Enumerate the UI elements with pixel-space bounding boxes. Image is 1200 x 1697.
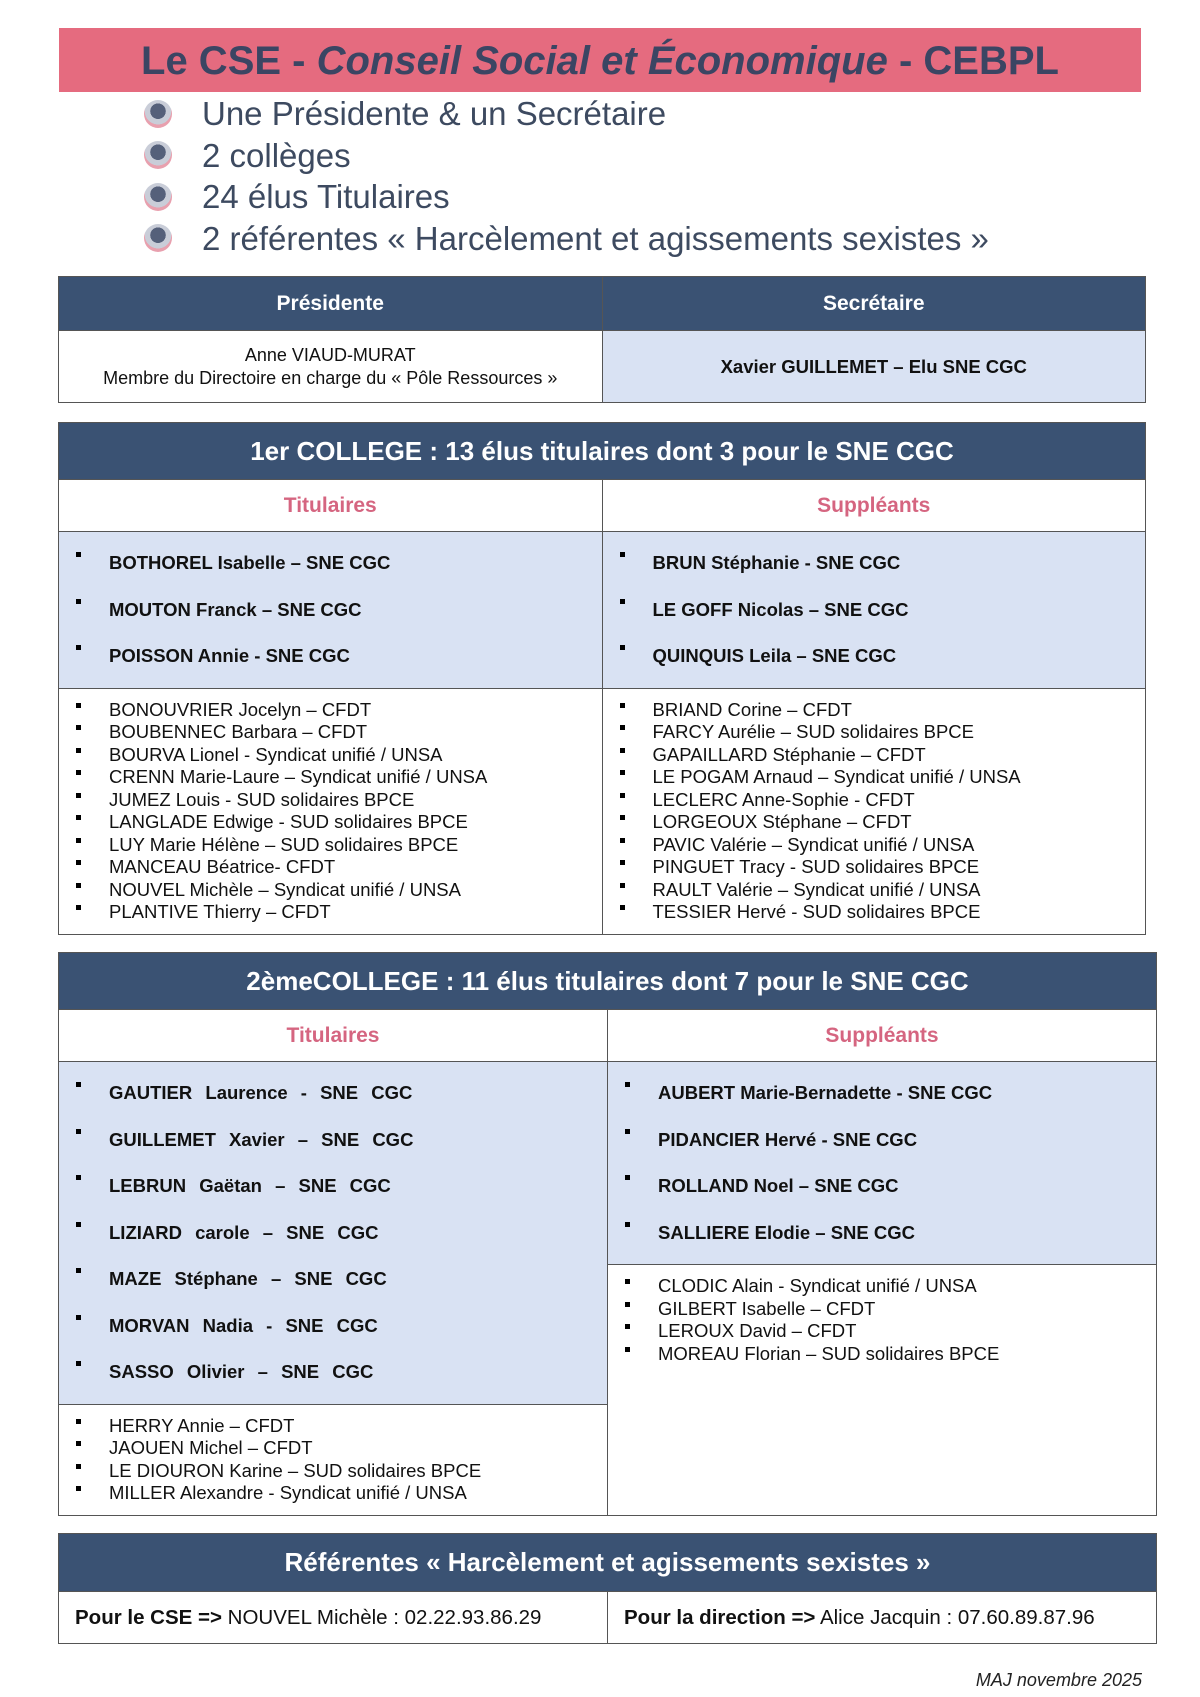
member-item: LORGEOUX Stéphane – CFDT bbox=[653, 811, 1146, 834]
member-item: PINGUET Tracy - SUD solidaires BPCE bbox=[653, 856, 1146, 879]
member-list bbox=[608, 1062, 1156, 1264]
summary-item bbox=[144, 176, 989, 218]
suppleants-header: Suppléants bbox=[602, 480, 1146, 532]
member-item: SASSO Olivier – SNE CGC bbox=[109, 1349, 607, 1396]
college1-table bbox=[58, 422, 1146, 935]
referente-cse bbox=[59, 1592, 608, 1644]
summary-text: 24 élus Titulaires bbox=[202, 178, 450, 216]
member-item: ROLLAND Noel – SNE CGC bbox=[658, 1163, 1156, 1210]
member-item: JUMEZ Louis - SUD solidaires BPCE bbox=[109, 789, 602, 812]
member-list bbox=[603, 689, 1146, 934]
referente-dir-value: Alice Jacquin : 07.60.89.87.96 bbox=[815, 1605, 1095, 1629]
suppleants-autres bbox=[602, 688, 1146, 934]
member-item: GAPAILLARD Stéphanie – CFDT bbox=[653, 744, 1146, 767]
member-item: MAZE Stéphane – SNE CGC bbox=[109, 1256, 607, 1303]
college2-title: 2èmeCOLLEGE : 11 élus titulaires dont 7 pour le SNE CGC bbox=[59, 953, 1157, 1010]
referente-direction bbox=[608, 1592, 1157, 1644]
college2-table bbox=[58, 952, 1157, 1516]
member-item: BONOUVRIER Jocelyn – CFDT bbox=[109, 699, 602, 722]
member-item: BOUBENNEC Barbara – CFDT bbox=[109, 721, 602, 744]
member-list bbox=[59, 1062, 607, 1404]
member-item: MOUTON Franck – SNE CGC bbox=[109, 587, 602, 634]
logo-bullet-icon bbox=[144, 224, 172, 252]
referente-dir-label: Pour la direction => bbox=[624, 1605, 816, 1629]
member-list bbox=[59, 689, 602, 934]
logo-bullet-icon bbox=[144, 183, 172, 211]
logo-bullet-icon bbox=[144, 100, 172, 128]
member-item: POISSON Annie - SNE CGC bbox=[109, 633, 602, 680]
member-item: JAOUEN Michel – CFDT bbox=[109, 1437, 607, 1460]
titulaires-sne bbox=[59, 1062, 608, 1405]
member-item: CRENN Marie-Laure – Syndicat unifié / UNSA bbox=[109, 766, 602, 789]
member-item: LE GOFF Nicolas – SNE CGC bbox=[653, 587, 1146, 634]
member-item: BOTHOREL Isabelle – SNE CGC bbox=[109, 540, 602, 587]
summary-list bbox=[144, 93, 989, 259]
titulaires-sne bbox=[59, 532, 603, 689]
referente-cse-value: NOUVEL Michèle : 02.22.93.86.29 bbox=[221, 1605, 542, 1629]
member-item: FARCY Aurélie – SUD solidaires BPCE bbox=[653, 721, 1146, 744]
title-part: - CEBPL bbox=[887, 39, 1059, 83]
member-item: BRIAND Corine – CFDT bbox=[653, 699, 1146, 722]
member-list bbox=[608, 1265, 1156, 1375]
titulaires-autres bbox=[59, 1404, 608, 1515]
titulaires-header: Titulaires bbox=[59, 1010, 608, 1062]
member-item: LE DIOURON Karine – SUD solidaires BPCE bbox=[109, 1460, 607, 1483]
page-title bbox=[59, 28, 1141, 92]
member-item: NOUVEL Michèle – Syndicat unifié / UNSA bbox=[109, 879, 602, 902]
member-item: PIDANCIER Hervé - SNE CGC bbox=[658, 1117, 1156, 1164]
secretaire-name: Xavier GUILLEMET – Elu SNE CGC bbox=[602, 331, 1146, 403]
member-item: GUILLEMET Xavier – SNE CGC bbox=[109, 1117, 607, 1164]
logo-bullet-icon bbox=[144, 141, 172, 169]
member-item: PAVIC Valérie – Syndicat unifié / UNSA bbox=[653, 834, 1146, 857]
member-item: MANCEAU Béatrice- CFDT bbox=[109, 856, 602, 879]
summary-item bbox=[144, 93, 989, 135]
member-item: MOREAU Florian – SUD solidaires BPCE bbox=[658, 1343, 1156, 1366]
presidente-role: Membre du Directoire en charge du « Pôle Ressources » bbox=[103, 367, 558, 388]
member-item: LECLERC Anne-Sophie - CFDT bbox=[653, 789, 1146, 812]
referente-cse-label: Pour le CSE => bbox=[75, 1605, 222, 1629]
member-item: TESSIER Hervé - SUD solidaires BPCE bbox=[653, 901, 1146, 924]
college1-title: 1er COLLEGE : 13 élus titulaires dont 3 pour le SNE CGC bbox=[59, 423, 1146, 480]
update-date: MAJ novembre 2025 bbox=[975, 1670, 1142, 1690]
suppleants-column bbox=[608, 1062, 1157, 1516]
member-item: LIZIARD carole – SNE CGC bbox=[109, 1210, 607, 1257]
titulaires-autres bbox=[59, 688, 603, 934]
presidente-name: Anne VIAUD-MURAT bbox=[244, 344, 416, 365]
member-item: LE POGAM Arnaud – Syndicat unifié / UNSA bbox=[653, 766, 1146, 789]
member-list bbox=[603, 532, 1146, 688]
summary-text: 2 collèges bbox=[202, 136, 351, 174]
member-item: MORVAN Nadia - SNE CGC bbox=[109, 1303, 607, 1350]
presidente-cell bbox=[59, 331, 603, 403]
member-item: AUBERT Marie-Bernadette - SNE CGC bbox=[658, 1070, 1156, 1117]
member-item: MILLER Alexandre - Syndicat unifié / UNSA bbox=[109, 1482, 607, 1505]
secretaire-header: Secrétaire bbox=[602, 277, 1146, 331]
member-item: LEROUX David – CFDT bbox=[658, 1320, 1156, 1343]
member-item: QUINQUIS Leila – SNE CGC bbox=[653, 633, 1146, 680]
member-item: HERRY Annie – CFDT bbox=[109, 1415, 607, 1438]
member-item: CLODIC Alain - Syndicat unifié / UNSA bbox=[658, 1275, 1156, 1298]
member-item: RAULT Valérie – Syndicat unifié / UNSA bbox=[653, 879, 1146, 902]
member-item: LEBRUN Gaëtan – SNE CGC bbox=[109, 1163, 607, 1210]
summary-item bbox=[144, 218, 989, 260]
member-list bbox=[59, 532, 602, 688]
title-italic: Conseil Social et Économique bbox=[316, 39, 888, 83]
member-item: GILBERT Isabelle – CFDT bbox=[658, 1298, 1156, 1321]
suppleants-sne bbox=[602, 532, 1146, 689]
member-item: BOURVA Lionel - Syndicat unifié / UNSA bbox=[109, 744, 602, 767]
member-item: PLANTIVE Thierry – CFDT bbox=[109, 901, 602, 924]
summary-item bbox=[144, 135, 989, 177]
member-item: LUY Marie Hélène – SUD solidaires BPCE bbox=[109, 834, 602, 857]
member-item: BRUN Stéphanie - SNE CGC bbox=[653, 540, 1146, 587]
member-item: SALLIERE Elodie – SNE CGC bbox=[658, 1210, 1156, 1257]
summary-text: 2 référentes « Harcèlement et agissements sexistes » bbox=[202, 219, 989, 257]
presidente-header: Présidente bbox=[59, 277, 603, 331]
member-item: LANGLADE Edwige - SUD solidaires BPCE bbox=[109, 811, 602, 834]
summary-text: Une Présidente & un Secrétaire bbox=[202, 95, 667, 133]
titulaires-header: Titulaires bbox=[59, 480, 603, 532]
member-item: GAUTIER Laurence - SNE CGC bbox=[109, 1070, 607, 1117]
referentes-table bbox=[58, 1533, 1157, 1644]
member-list bbox=[59, 1405, 607, 1515]
referentes-title: Référentes « Harcèlement et agissements sexistes » bbox=[59, 1534, 1157, 1592]
suppleants-header: Suppléants bbox=[608, 1010, 1157, 1062]
direction-table bbox=[58, 276, 1146, 403]
title-part: Le CSE - bbox=[141, 39, 317, 83]
